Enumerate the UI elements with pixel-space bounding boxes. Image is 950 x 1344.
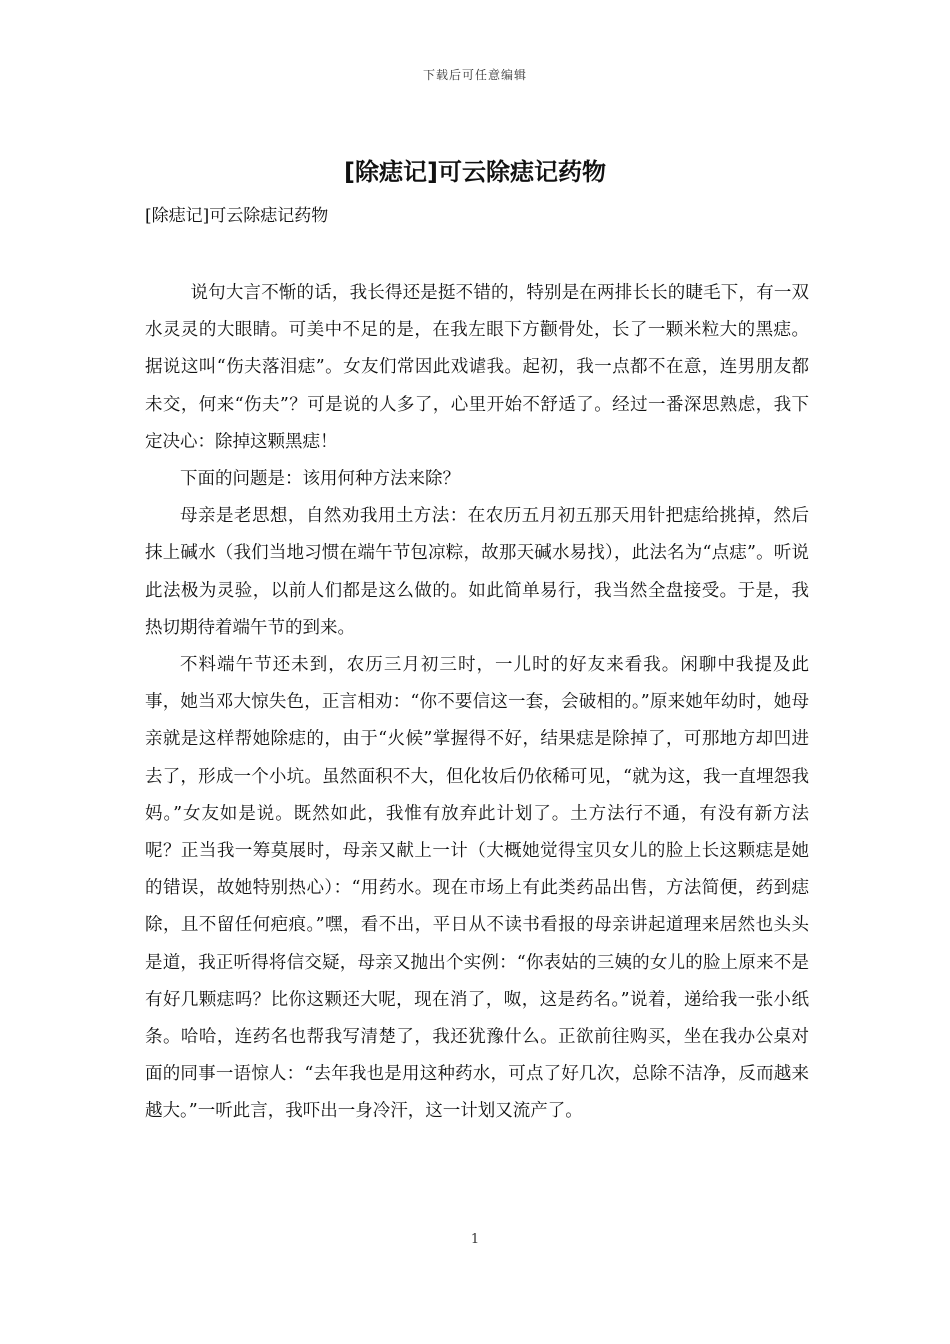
- paragraph: 下面的问题是：该用何种方法来除？: [180, 469, 460, 490]
- paragraph: 不料端午节还未到，农历三月初三时，一儿时的好友来看我。闲聊中我提及此事，她当邓大惊失色，正言相劝：“你不要信这一套，会破相的。”原来她年幼时，她母亲就是这样帮她除痣的，由于“火候”掌握得不好，结果痣是除掉了，可那地方却凹进去了，形成一个小坑。虽然面积不大，但化妆后仍依稀可见，“就为这，我一直埋怨我妈。”女友如是说。既然如此，我惟有放弃此计划了。土方法行不通，有没有新方法呢？正当我一筹莫展时，母亲又献上一计（大概她觉得宝贝女儿的脸上长这颗痣是她的错误，故她特别热心）：“用药水。现在市场上有此类药品出售，方法简便，药到痣除，且不留任何疤痕。”嘿，看不出，平日从不读书看报的母亲讲起道理来居然也头头是道，我正听得将信交疑，母亲又抛出个实例：“你表姑的三姨的女儿的脸上原来不是有好几颗痣吗？比你这颗还大呢，现在消了，呶，这是药名。”说着，递给我一张小纸条。哈哈，连药名也帮我写清楚了，我还犹豫什么。正欲前往购买，坐在我办公桌对面的同事一语惊人：“去年我也是用这种药水，可点了好几次，总除不洁净，反而越来越大。”一听此言，我吓出一身冷汗，这一计划又流产了。: [145, 655, 809, 1122]
- page-number: 1: [470, 1232, 480, 1247]
- document-body: [145, 275, 809, 1131]
- page-header: 下载后可任意编辑: [422, 68, 527, 82]
- paragraph: 母亲是老思想，自然劝我用土方法：在农历五月初五那天用针把痣给挑掉，然后抹上碱水（我们当地习惯在端午节包凉粽，故那天碱水易找），此法名为“点痣”。听说此法极为灵验，以前人们都是这么做的。如此简单易行，我当然全盘接受。于是，我热切期待着端午节的到来。: [145, 506, 809, 638]
- paragraph: 说句大言不惭的话，我长得还是挺不错的，特别是在两排长长的睫毛下，有一双水灵灵的大眼睛。可美中不足的是，在我左眼下方颧骨处，长了一颗米粒大的黑痣。据说这叫“伤夫落泪痣”。女友们常因此戏谑我。起初，我一点都不在意，连男朋友都未交，何来“伤夫”？可是说的人多了，心里开始不舒适了。经过一番深思熟虑，我下定决心：除掉这颗黑痣！: [145, 283, 809, 452]
- document-subtitle: [除痣记]可云除痣记药物: [145, 206, 329, 226]
- document-title: [除痣记]可云除痣记药物: [344, 158, 606, 186]
